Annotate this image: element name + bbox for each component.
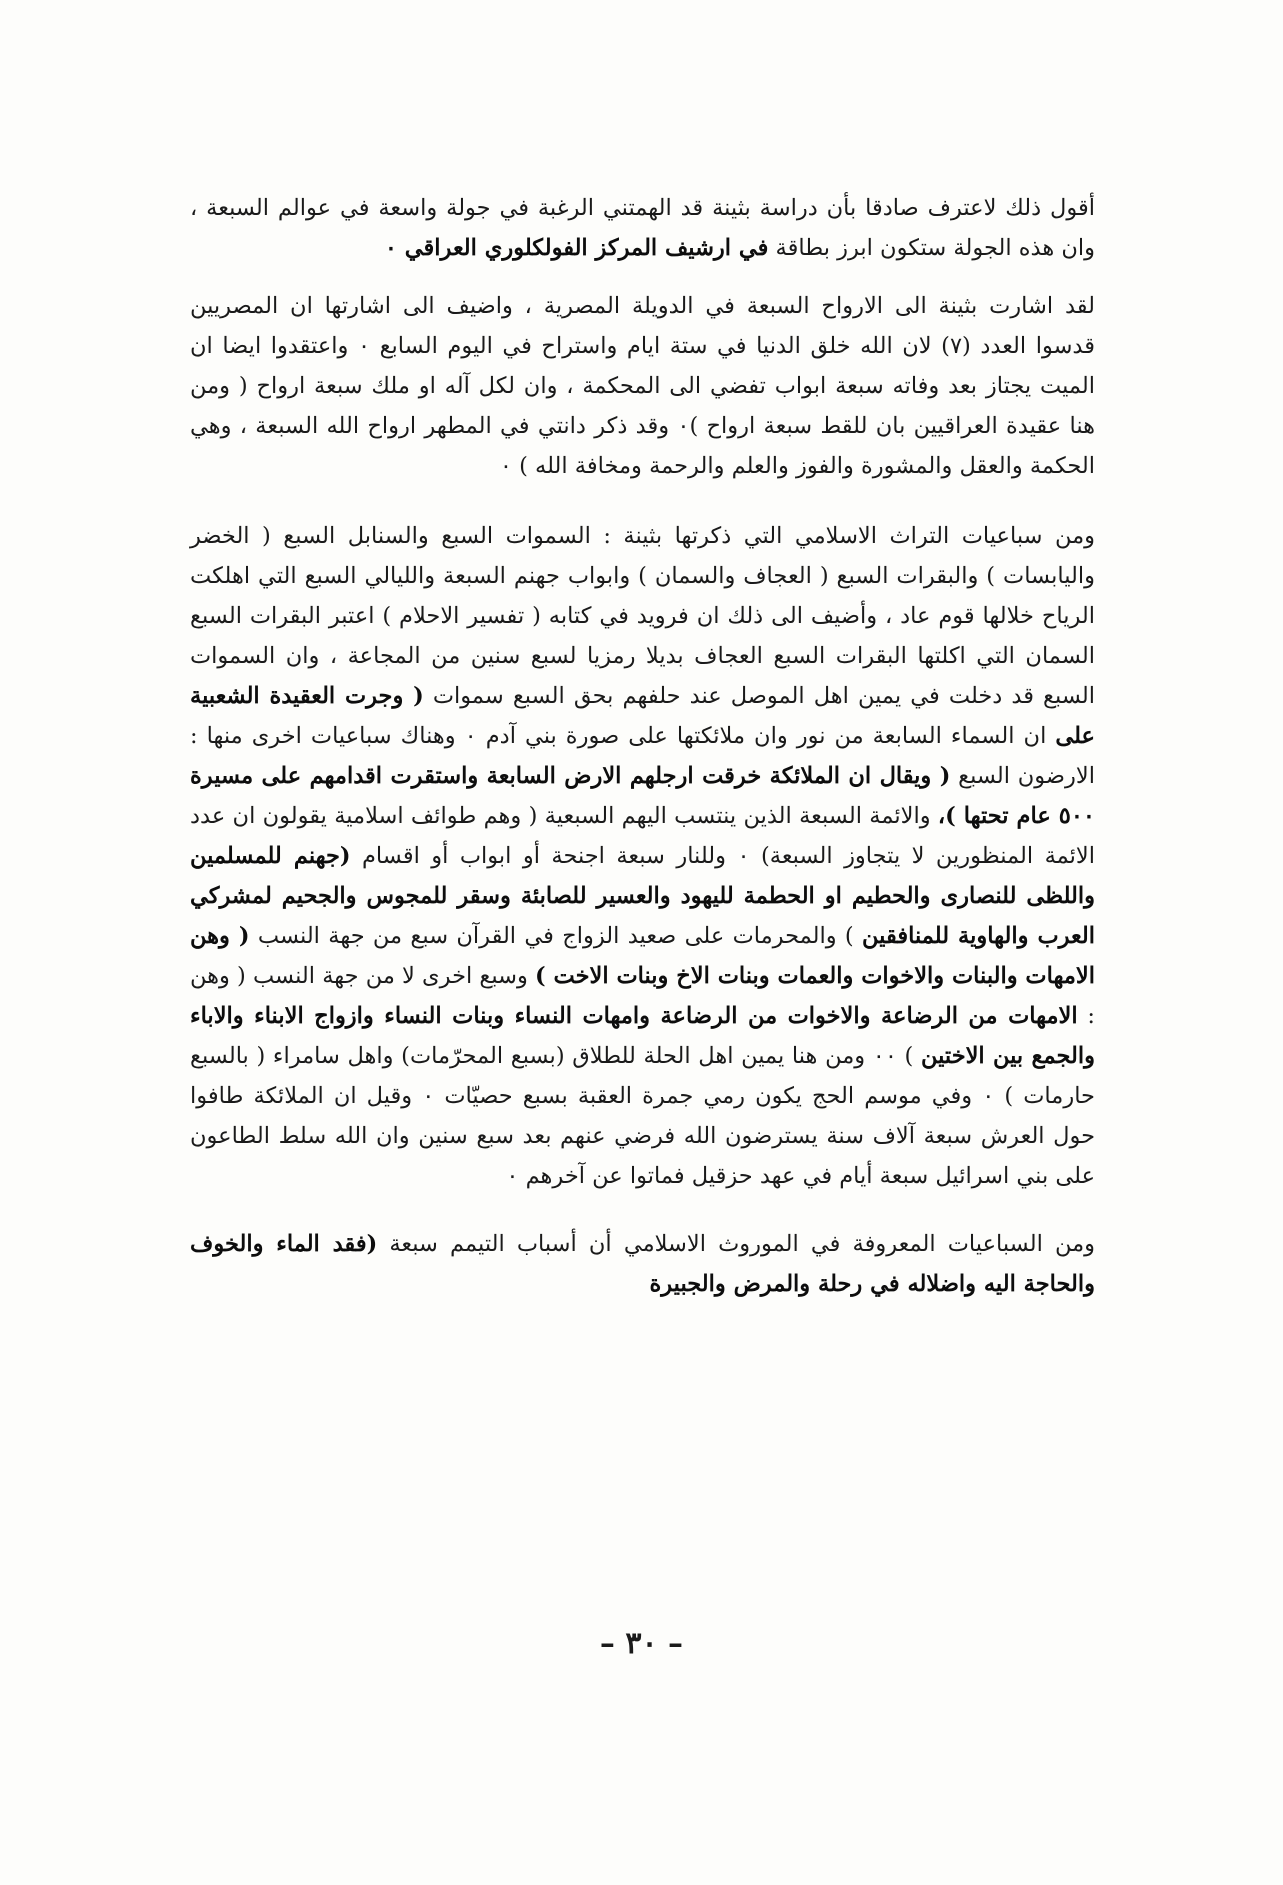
- paragraph-3-text-g: ) والمحرمات على صعيد الزواج في القرآن سبع من جهة النسب: [249, 923, 863, 949]
- paragraph-1-bold: في ارشيف المركز الفولكلوري العراقي ٠: [384, 235, 769, 261]
- paragraph-1: [190, 188, 1095, 268]
- paragraph-2-text: لقد اشارت بثينة الى الارواح السبعة في الدويلة المصرية ، واضيف الى اشارتها ان المصريين قدسوا العدد (٧) لان الله خلق الدنيا في ستة ايام واستراح في اليوم السابع ٠ واعتقدوا ايضا ان الميت يجتاز بعد وفاته سبعة ابواب تفضي الى المحكمة ، وان لكل آله او ملك سبعة ارواح ( ومن هنا عقيدة العراقيين بان للقط سبعة ارواح )٠ وقد ذكر دانتي في المطهر ارواح الله السبعة ، وهي الحكمة والعقل والمشورة والفوز والعلم والرحمة ومخافة الله ) ٠: [190, 293, 1095, 479]
- paragraph-3-bold-j: الامهات من الرضاعة والاخوات من الرضاعة وامهات النساء وبنات النساء وازواج الابناء والاباء والجمع بين الاختين: [190, 1003, 1095, 1069]
- paragraph-3-text-i: وسبع اخرى لا من جهة النسب ( وهن :: [190, 963, 1095, 1029]
- paragraph-4-text: ومن السباعيات المعروفة في الموروث الاسلامي أن أسباب التيمم سبعة: [377, 1231, 1095, 1257]
- paragraph-3-text-e: والائمة السبعة الذين ينتسب اليهم السبعية ( وهم طوائف اسلامية يقولون ان عدد الائمة المنظورين لا يتجاوز السبعة) ٠ وللنار سبعة اجنحة أو ابواب أو اقسام: [190, 803, 1096, 869]
- paragraph-2: [190, 286, 1095, 486]
- page-number: – ٣٠ –: [599, 1626, 684, 1661]
- paragraph-1-text: أقول ذلك لاعترف صادقا بأن دراسة بثينة قد الهمتني الرغبة في جولة واسعة في عوالم السبعة ، وان هذه الجولة ستكون ابرز بطاقة: [190, 195, 1095, 261]
- paragraph-4-bold: (فقد الماء والخوف والحاجة اليه واضلاله في رحلة والمرض والجبيرة: [190, 1231, 1095, 1297]
- body-text: [190, 188, 1095, 1304]
- paragraph-4: [190, 1224, 1095, 1304]
- paragraph-3-text-a: ومن سباعيات التراث الاسلامي التي ذكرتها بثينة : السموات السبع والسنابل السبع ( الخضر واليابسات ) والبقرات السبع ( العجاف والسمان ) وابواب جهنم السبعة والليالي السبع التي اهلكت الرياح خلالها قوم عاد ، وأضيف الى ذلك ان فرويد في كتابه ( تفسير الاحلام ) اعتبر البقرات السبع السمان التي اكلتها البقرات السبع العجاف بديلا رمزيا لسبع سنين من المجاعة ، وان السموات السبع قد دخلت في يمين اهل الموصل عند حلفهم بحق السبع سموات: [190, 523, 1095, 709]
- paragraph-3-bold-b: ( وجرت العقيدة الشعبية على: [190, 683, 1095, 749]
- paragraph-3-bold-d: ( ويقال ان الملائكة خرقت ارجلهم الارض السابعة واستقرت اقدامهم على مسيرة ٥٠٠ عام تحتها )،: [190, 763, 1095, 829]
- paragraph-3-text-c: ان السماء السابعة من نور وان ملائكتها على صورة بني آدم ٠ وهناك سباعيات اخرى منها : الارضون السبع: [190, 723, 1095, 789]
- paragraph-3: [190, 516, 1095, 1196]
- paragraph-3-bold-f: (جهنم للمسلمين واللظى للنصارى والحطيم او الحطمة لليهود والعسير للصابئة وسقر للمجوس والجحيم لمشركي العرب والهاوية للمنافقين: [190, 843, 1096, 949]
- paragraph-3-bold-h: ( وهن الامهات والبنات والاخوات والعمات وبنات الاخ وبنات الاخت ): [190, 923, 1095, 989]
- paragraph-3-text-k: ) ٠٠ ومن هنا يمين اهل الحلة للطلاق (بسبع المحرّمات) واهل سامراء ( بالسبع حارمات ) ٠ وفي موسم الحج يكون رمي جمرة العقبة بسبع حصيّات ٠ وقيل ان الملائكة طافوا حول العرش سبعة آلاف سنة يسترضون الله فرضي عنهم بعد سبع سنين وان الله سلط الطاعون على بني اسرائيل سبعة أيام في عهد حزقيل فماتوا عن آخرهم ٠: [190, 1043, 1095, 1189]
